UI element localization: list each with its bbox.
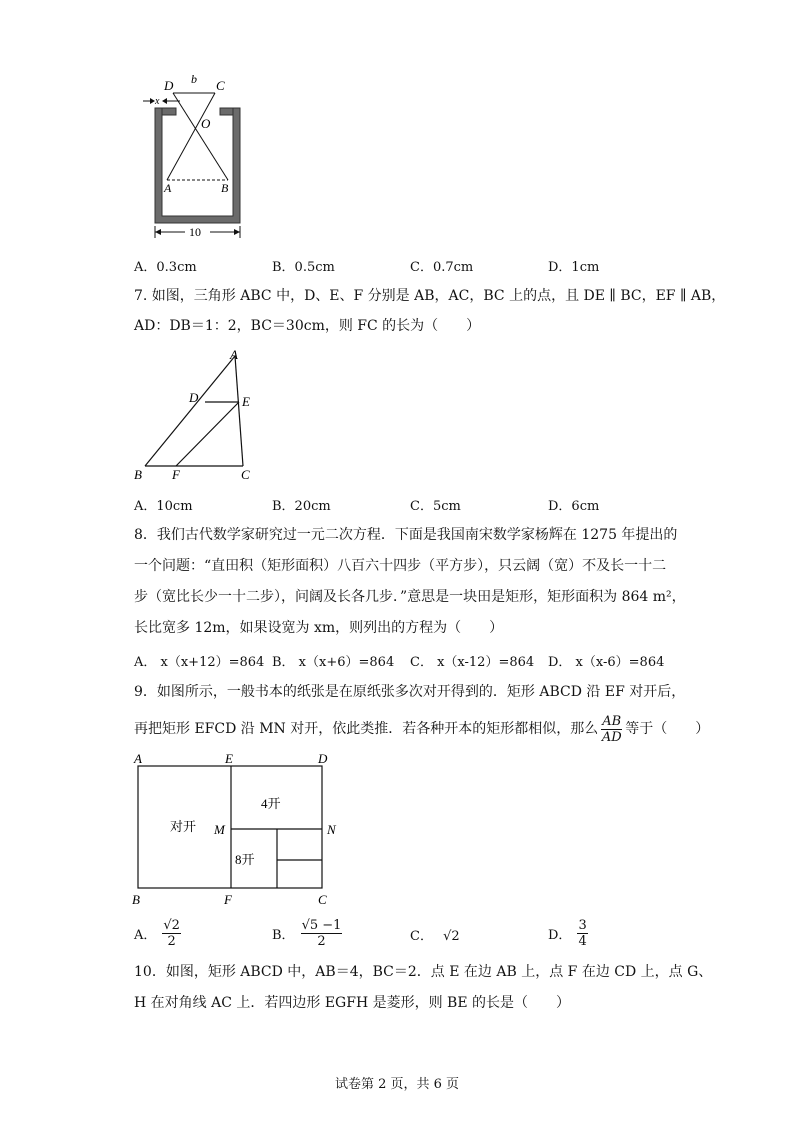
fig9-label-a: A: [134, 751, 142, 766]
q9-option-b: [272, 918, 342, 949]
fig7-label-c: C: [241, 467, 250, 482]
fig9-label-d: D: [318, 751, 328, 766]
q9-option-a-frac: [162, 918, 181, 949]
q10-line1: 10．如图，矩形 ABCD 中，AB＝4，BC＝2．点 E 在边 AB 上，点 F 在边 CD 上，点 G、: [134, 964, 713, 980]
rect-abcd: [138, 766, 322, 888]
side-ab: [145, 356, 235, 466]
q8-line2: 一个问题：“直田积（矩形面积）八百六十四步（平方步），只云阔（宽）不及长一十二: [134, 558, 667, 574]
q9-line2b: 等于（ ）: [625, 721, 710, 737]
q9-option-d-num: 3: [578, 918, 587, 933]
fig9-label-e: E: [225, 751, 233, 766]
q6-option-a: A．0.3cm: [134, 260, 197, 275]
q9-line2: [134, 712, 709, 746]
fig9-label-m: M: [214, 822, 225, 837]
q9-option-b-num: √5 −1: [301, 918, 342, 933]
q9-option-b-frac: [301, 918, 343, 949]
fig7-label-f: F: [172, 467, 180, 482]
q9-option-d: [548, 918, 588, 949]
fig6-label-a: A: [164, 181, 172, 195]
q9-option-d-frac: [577, 918, 587, 949]
frame-lip-right: [220, 108, 233, 115]
q8-line3: 步（宽比长少一十二步），问阔及长各几步．”意思是一块田是矩形，矩形面积为 864 m²，: [134, 589, 686, 605]
q6-option-b: B．0.5cm: [272, 260, 335, 275]
q8-line1: 8．我们古代数学家研究过一元二次方程．下面是我国南宋数学家杨辉在 1275 年提出的: [134, 527, 678, 543]
q7-line1: 7. 如图，三角形 ABC 中，D、E、F 分别是 AB，AC，BC 上的点，且 DE ∥ BC，EF ∥ AB，: [134, 288, 726, 304]
q9-line2a: 再把矩形 EFCD 沿 MN 对开，依此类推．若各种开本的矩形都相似，那么: [134, 721, 599, 737]
fig9-label-duikai: 对开: [170, 819, 197, 834]
q9-option-a-prefix: A．: [134, 928, 157, 943]
frame-lip-left: [162, 108, 176, 115]
fig6-label-d: D: [164, 78, 174, 93]
line-c-a: [167, 93, 215, 180]
figure-q9: [128, 750, 350, 910]
q9-frac-den: AD: [601, 729, 622, 745]
side-ac: [235, 356, 243, 466]
fig9-label-8kai: 8开: [235, 852, 255, 867]
q9-option-c: [410, 925, 460, 944]
q9-option-b-prefix: B．: [272, 928, 295, 943]
q9-option-d-den: 4: [578, 934, 587, 949]
fig9-label-f: F: [224, 892, 232, 907]
q6-option-c: C．0.7cm: [410, 260, 474, 275]
dim-10-head-left: [155, 229, 161, 235]
fig9-label-4kai: 4开: [261, 796, 281, 811]
q9-option-c-text: √2: [443, 929, 460, 944]
q8-option-c: C． x（x-12）=864: [410, 655, 535, 670]
fig7-label-a: A: [230, 347, 238, 362]
fig9-label-b: B: [132, 892, 140, 907]
q9-fraction-ab-ad: [601, 714, 622, 745]
x-arrowhead-right: [162, 98, 167, 104]
fig6-label-c: C: [216, 78, 225, 93]
q9-option-d-prefix: D．: [548, 928, 572, 943]
q9-frac-num: AB: [602, 713, 622, 729]
q9-option-a: [134, 918, 181, 949]
page-footer: 试卷第 2 页，共 6 页: [334, 1077, 460, 1092]
q10-line2: H 在对角线 AC 上．若四边形 EGFH 是菱形，则 BE 的长是（ ）: [134, 995, 571, 1011]
dim-10-head-right: [234, 229, 240, 235]
fig6-label-b-point: B: [221, 181, 229, 195]
fig7-label-e: E: [242, 394, 250, 409]
line-d-b: [173, 93, 228, 180]
q7-option-c: C．5cm: [410, 499, 461, 514]
q8-option-b: B． x（x+6）=864: [272, 655, 395, 670]
q8-option-d: D． x（x-6）=864: [548, 655, 665, 670]
fig6-label-x: x: [155, 96, 160, 107]
fig9-label-n: N: [327, 822, 336, 837]
q9-option-c-prefix: C．: [410, 929, 433, 944]
figure-q6: [140, 70, 260, 242]
q7-option-d: D．6cm: [548, 499, 600, 514]
q9-option-a-num: √2: [163, 918, 180, 933]
q7-line2: AD：DB＝1：2，BC＝30cm，则 FC 的长为（ ）: [134, 318, 481, 334]
q8-option-a: A． x（x+12）=864: [134, 655, 265, 670]
q6-option-d: D．1cm: [548, 260, 600, 275]
q9-line1: 9．如图所示，一般书本的纸张是在原纸张多次对开得到的．矩形 ABCD 沿 EF 对开后，: [134, 684, 686, 700]
q9-option-a-den: 2: [167, 934, 176, 949]
fig7-label-d: D: [189, 390, 199, 405]
fig6-label-10: 10: [189, 225, 201, 239]
fig6-label-o: O: [201, 116, 211, 131]
fig6-label-b: b: [191, 72, 197, 86]
segment-ef: [176, 402, 239, 466]
q9-option-b-den: 2: [317, 934, 326, 949]
fig7-label-b: B: [134, 467, 142, 482]
q7-option-a: A．10cm: [134, 499, 193, 514]
q7-option-b: B．20cm: [272, 499, 331, 514]
figure-q7: [130, 344, 260, 484]
fig9-label-c: C: [318, 892, 327, 907]
q8-line4: 长比宽多 12m，如果设宽为 xm，则列出的方程为（ ）: [134, 620, 504, 636]
